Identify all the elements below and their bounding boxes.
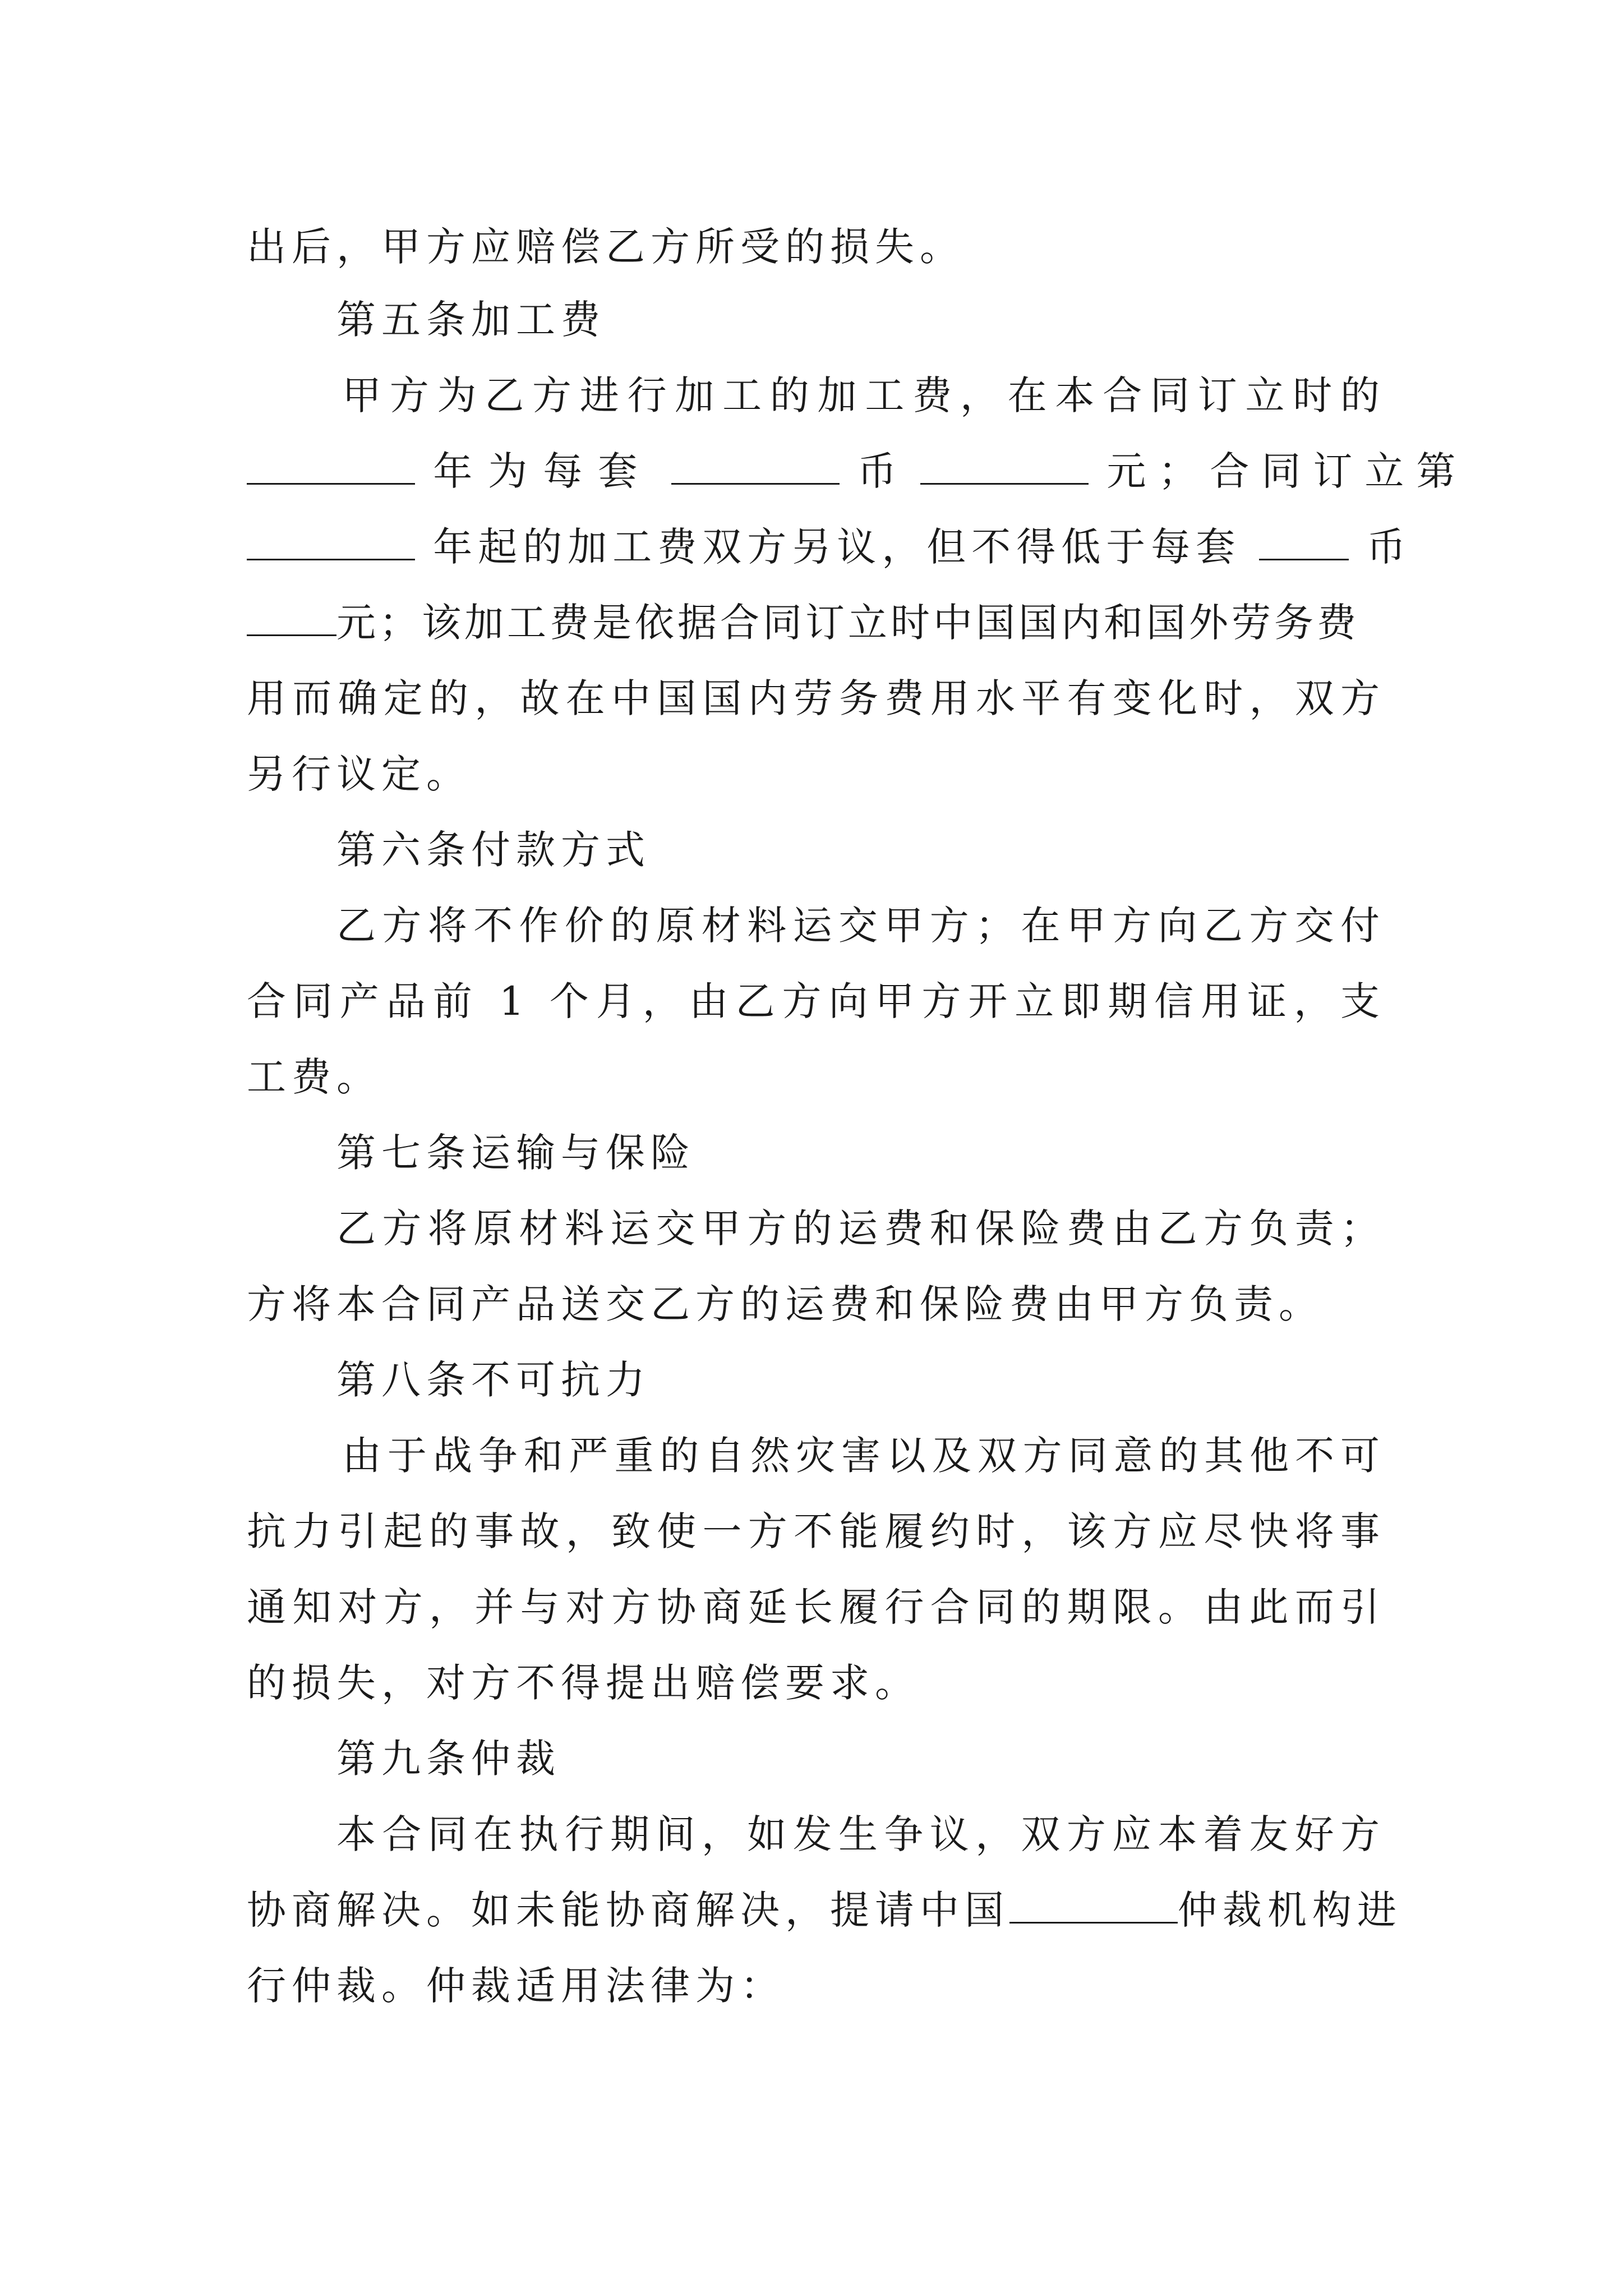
line-text: 乙方将不作价的原材料运交甲方；在甲方向乙方交付	[336, 903, 1385, 949]
article-9-heading	[336, 1731, 1475, 1787]
article-8-heading	[336, 1352, 1475, 1408]
paragraph-line	[247, 1655, 1385, 1711]
paragraph-line	[342, 367, 1385, 424]
line-text: 币	[857, 448, 902, 494]
paragraph-line	[247, 1049, 1385, 1105]
line-text: 元；合同订立第	[1106, 448, 1468, 494]
line-text: 年为每套	[433, 448, 653, 494]
paragraph-line	[247, 1276, 1385, 1332]
article-6-heading	[336, 822, 1475, 878]
paragraph-line	[247, 1958, 1385, 2014]
line-text: 的损失，对方不得提出赔偿要求。	[247, 1660, 920, 1706]
paragraph-line	[247, 219, 1385, 275]
line-text: 抗力引起的事故，致使一方不能履约时，该方应尽快将事	[247, 1508, 1385, 1554]
paragraph-line	[247, 1503, 1385, 1559]
paragraph-line-with-blanks	[247, 443, 1468, 499]
line-text: 年起的加工费双方另议，但不得低于每套	[433, 524, 1241, 570]
fill-in-blank[interactable]	[1259, 525, 1349, 560]
fill-in-blank[interactable]	[247, 525, 415, 560]
line-text: 协商解决。如未能协商解决，提请中国	[247, 1887, 1009, 1933]
paragraph-line	[336, 1806, 1385, 1862]
line-text: 通知对方，并与对方协商延长履行合同的期限。由此而引	[247, 1584, 1385, 1630]
line-text: 合同产品前 1 个月，由乙方向甲方开立即期信用证，支	[247, 978, 1385, 1024]
heading-text: 第九条仲裁	[336, 1736, 561, 1782]
heading-text: 第八条不可抗力	[336, 1357, 651, 1403]
article-7-heading	[336, 1125, 1475, 1181]
heading-text: 第六条付款方式	[336, 827, 651, 873]
fill-in-blank[interactable]	[247, 449, 415, 485]
paragraph-line-with-blanks	[247, 1882, 1402, 1938]
line-text: 另行议定。	[247, 751, 471, 797]
fill-in-blank[interactable]	[247, 601, 336, 636]
line-text: 币	[1366, 524, 1412, 570]
paragraph-line	[336, 898, 1385, 954]
fill-in-blank[interactable]	[920, 449, 1089, 485]
line-text: 用而确定的，故在中国国内劳务费用水平有变化时，双方	[247, 675, 1385, 721]
heading-text: 第五条加工费	[336, 297, 606, 343]
line-text: 仲裁机构进	[1178, 1887, 1402, 1933]
paragraph-line	[247, 1579, 1385, 1635]
line-text: 由于战争和严重的自然灾害以及双方同意的其他不可	[342, 1433, 1385, 1479]
paragraph-line	[336, 1200, 1385, 1257]
heading-text: 第七条运输与保险	[336, 1130, 695, 1176]
line-text: 方将本合同产品送交乙方的运费和保险费由甲方负责。	[247, 1281, 1324, 1327]
line-text: 乙方将原材料运交甲方的运费和保险费由乙方负责；	[336, 1205, 1385, 1251]
line-text: 本合同在执行期间，如发生争议，双方应本着友好方	[336, 1811, 1385, 1857]
paragraph-line-with-blanks	[247, 595, 1385, 651]
fill-in-blank[interactable]	[1009, 1888, 1178, 1924]
paragraph-line	[247, 746, 1385, 802]
paragraph-line	[247, 670, 1385, 726]
line-text: 工费。	[247, 1054, 381, 1100]
paragraph-line	[247, 973, 1385, 1029]
line-text: 行仲裁。仲裁适用法律为：	[247, 1963, 785, 2009]
line-text: 甲方为乙方进行加工的加工费，在本合同订立时的	[342, 372, 1385, 418]
paragraph-line-with-blanks	[247, 519, 1412, 575]
paragraph-line	[342, 1428, 1385, 1484]
article-5-heading	[336, 292, 1475, 348]
line-text: 元；该加工费是依据合同订立时中国国内和国外劳务费	[336, 600, 1359, 646]
line-text: 出后，甲方应赔偿乙方所受的损失。	[247, 224, 965, 270]
fill-in-blank[interactable]	[671, 449, 840, 485]
